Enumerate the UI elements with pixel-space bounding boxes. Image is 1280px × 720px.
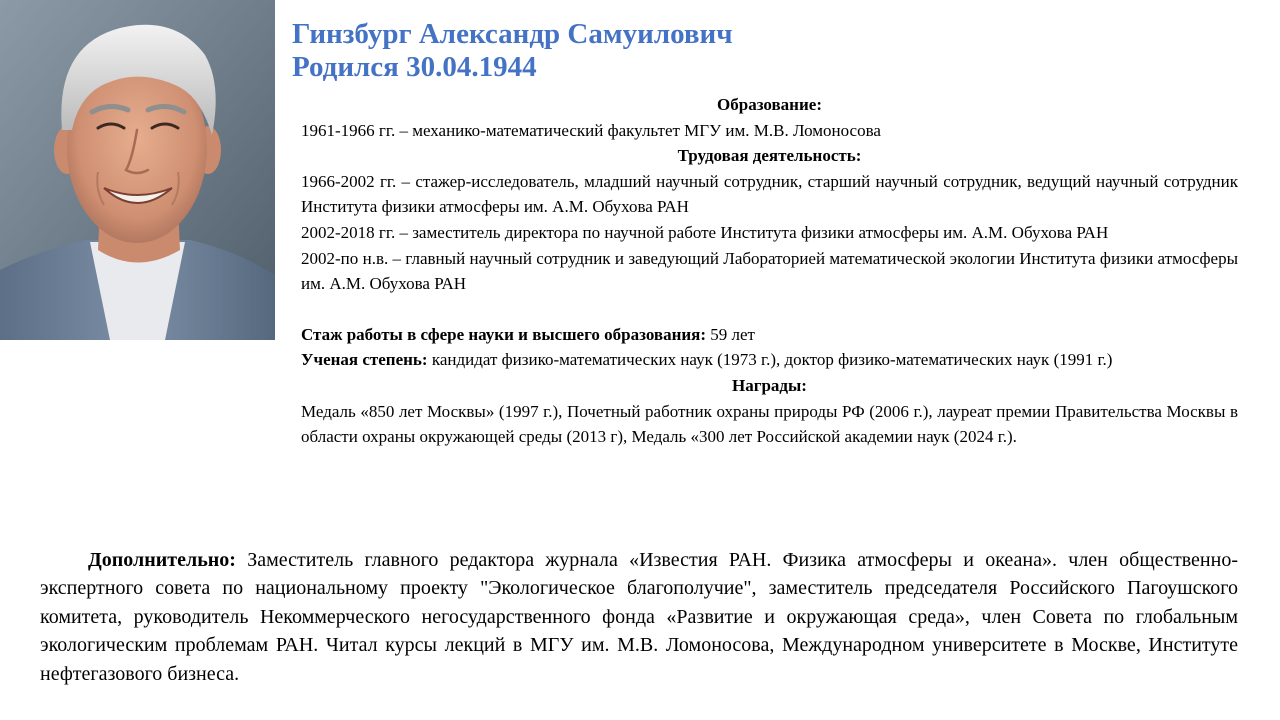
additional-label: Дополнительно: bbox=[88, 549, 236, 571]
experience-label: Стаж работы в сфере науки и высшего образования: bbox=[301, 324, 707, 344]
additional-section bbox=[40, 546, 1238, 688]
spacer bbox=[301, 297, 1238, 322]
experience-value: 59 лет bbox=[706, 324, 755, 344]
profile-header bbox=[292, 18, 733, 84]
degree-label: Ученая степень: bbox=[301, 350, 428, 370]
degree-line bbox=[301, 347, 1238, 373]
portrait-photo bbox=[0, 0, 275, 340]
experience-line bbox=[301, 322, 1238, 348]
person-name: Гинзбург Александр Самуилович bbox=[292, 18, 733, 50]
portrait-illustration bbox=[0, 0, 275, 340]
work-item: 2002-по н.в. – главный научный сотрудник и заведующий Лабораторией математической экологии Института физики атмосферы им. А.М. Обухова РАН bbox=[301, 248, 1238, 294]
birth-date: Родился 30.04.1944 bbox=[292, 51, 537, 83]
additional-paragraph bbox=[40, 546, 1238, 688]
awards-heading: Награды: bbox=[732, 375, 807, 395]
awards-text: Медаль «850 лет Москвы» (1997 г.), Почетный работник охраны природы РФ (2006 г.), лауреат премии Правительства Москвы в области охраны окружающей среды (2013 г), Медаль «300 лет Российской академии наук (2024 г.). bbox=[301, 401, 1238, 447]
additional-text: Заместитель главного редактора журнала «Известия РАН. Физика атмосферы и океана». член общественно-экспертного совета по национальному проекту "Экологическое благополучие", заместитель председателя Российского Пагоушского комитета, руководитель Некоммерческого негосударственного фонда «Развитие и окружающая среда», член Совета по глобальным экологическим проблемам РАН. Читал курсы лекций в МГУ им. М.В. Ломоносова, Международном университете в Москве, Институте нефтегазового бизнеса. bbox=[40, 549, 1238, 685]
biography-section bbox=[301, 92, 1238, 450]
work-item: 1966-2002 гг. – стажер-исследователь, младший научный сотрудник, старший научный сотрудник, ведущий научный сотрудник Института физики атмосферы им. А.М. Обухова РАН bbox=[301, 171, 1238, 217]
education-heading: Образование: bbox=[717, 95, 822, 114]
education-item: 1961-1966 гг. – механико-математический факультет МГУ им. М.В. Ломоносова bbox=[301, 120, 881, 140]
work-heading: Трудовая деятельность: bbox=[677, 146, 862, 166]
work-item: 2002-2018 гг. – заместитель директора по научной работе Института физики атмосферы им. А.М. Обухова РАН bbox=[301, 222, 1109, 242]
degree-value: кандидат физико-математических наук (1973 г.), доктор физико-математических наук (1991 г.) bbox=[427, 350, 1113, 370]
